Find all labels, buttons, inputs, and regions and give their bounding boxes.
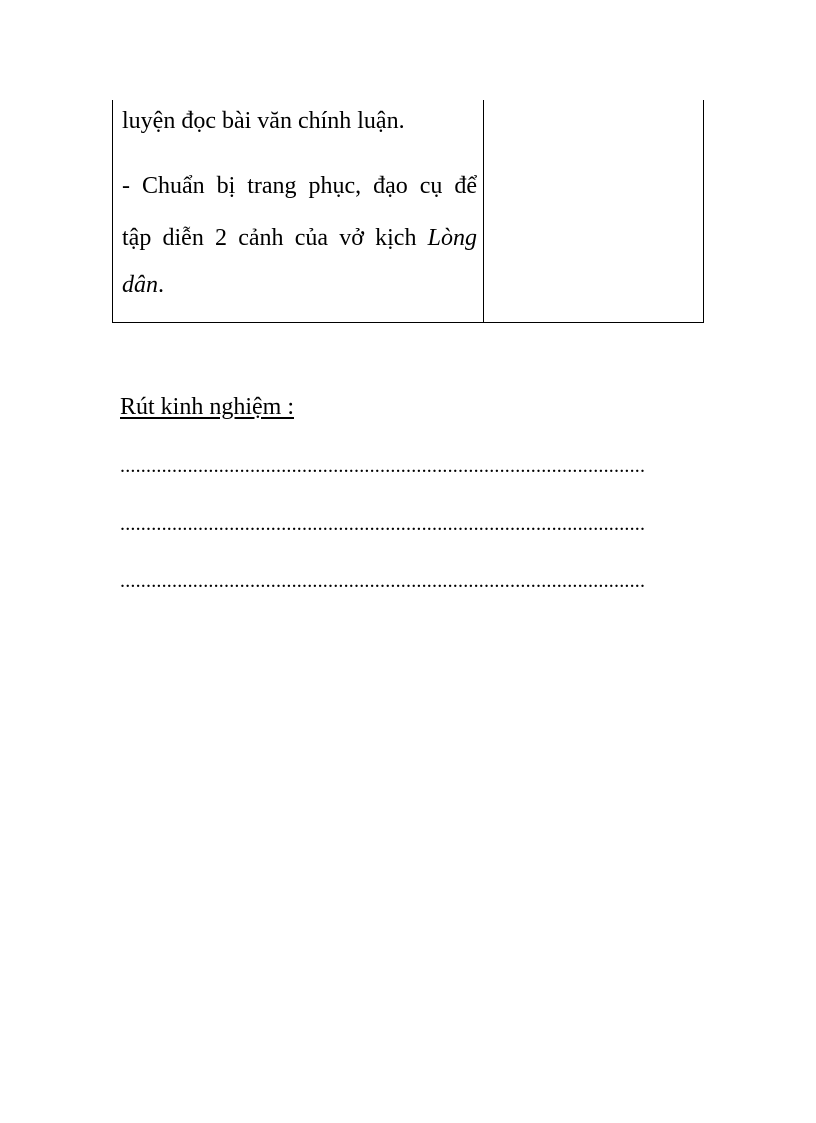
- activity-line-4: [122, 273, 164, 297]
- activity-line-4-end: .: [158, 272, 164, 298]
- notes-blank-line-3: .....................................................................................................: [120, 571, 646, 591]
- table-cell-activities: [112, 100, 484, 323]
- activity-line-3-text: tập diễn 2 cảnh của vở kịch: [122, 225, 428, 251]
- play-title-part-1: Lòng: [427, 225, 477, 251]
- activity-line-3: [122, 226, 477, 250]
- table-cell-empty: [484, 100, 704, 323]
- play-title-part-2: dân: [122, 272, 158, 298]
- activity-line-1: luyện đọc bài văn chính luận.: [122, 108, 405, 134]
- notes-heading: Rút kinh nghiệm :: [120, 394, 294, 420]
- activity-line-2: - Chuẩn bị trang phục, đạo cụ để: [122, 173, 477, 199]
- lesson-table: [112, 100, 704, 325]
- notes-blank-line-1: .....................................................................................................: [120, 456, 646, 476]
- notes-blank-line-2: .....................................................................................................: [120, 514, 646, 534]
